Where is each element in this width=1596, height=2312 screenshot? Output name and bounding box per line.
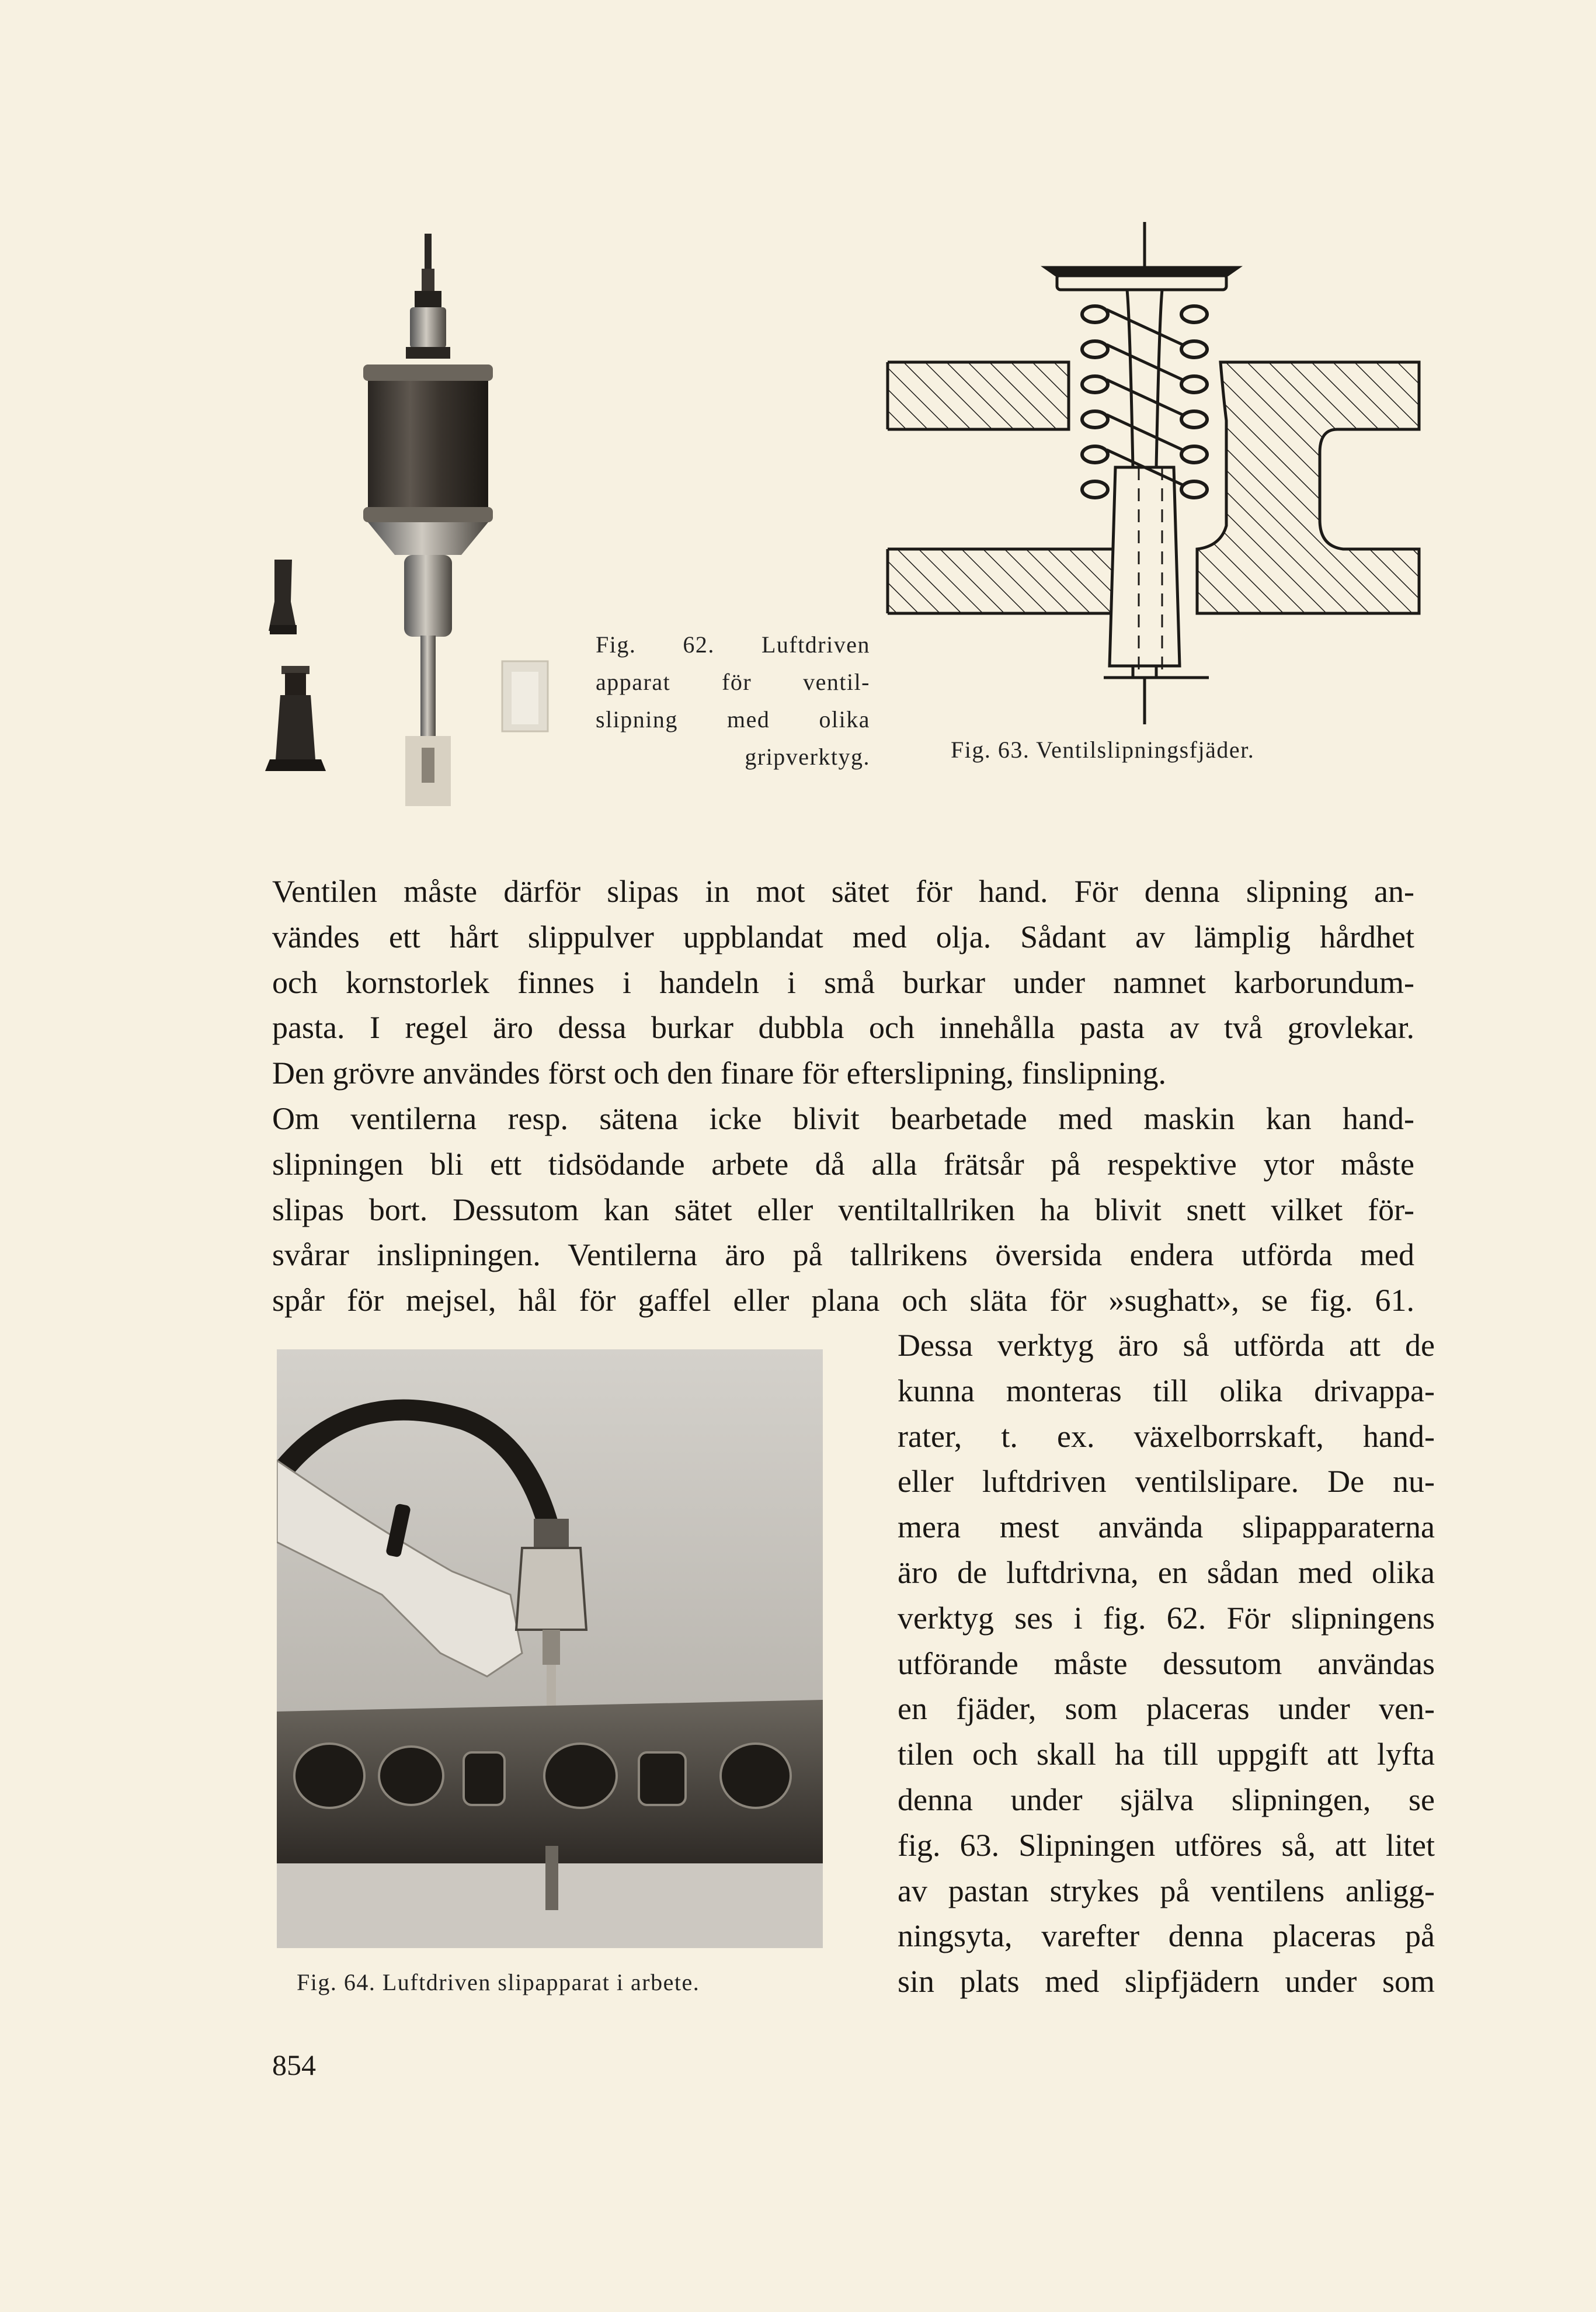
fig62-caption-line: apparat för ventil- <box>596 669 870 695</box>
grip-tool-lower <box>265 666 326 771</box>
text-line: Dessa verktyg äro så utförda att de <box>898 1328 1435 1363</box>
text-line: ningsyta, varefter denna placeras på <box>898 1918 1435 1954</box>
text-line: och kornstorlek finnes i handeln i små burkar under namnet karborundum- <box>272 964 1414 1000</box>
text-line: eller luftdriven ventilslipare. De nu- <box>898 1464 1435 1499</box>
text-line: Om ventilerna resp. sätena icke blivit bearbetade med maskin kan hand- <box>272 1101 1414 1136</box>
text-line: svårar inslipningen. Ventilerna äro på tallrikens översida endera utförda med <box>272 1237 1414 1273</box>
text-line: Ventilen måste därför slipas in mot sätet för hand. För denna slipning an- <box>272 874 1414 909</box>
grip-tool-light <box>502 661 548 731</box>
text-line: slipningen bli ett tidsödande arbete då alla frätsår på respektive ytor måste <box>272 1146 1414 1182</box>
page-number: 854 <box>272 2049 316 2081</box>
fig63-caption: Fig. 63. Ventilslipningsfjäder. <box>951 737 1255 763</box>
fig62-caption-line: slipning med olika <box>596 706 870 733</box>
text-line: äro de luftdrivna, en sådan med olika <box>898 1554 1435 1590</box>
fig62-grinder-photo <box>257 222 584 818</box>
fig64-caption: Fig. 64. Luftdriven slipapparat i arbete. <box>297 1969 700 1995</box>
text-line: mera mest använda slipapparaterna <box>898 1509 1435 1545</box>
text-line: kunna monteras till olika drivappa- <box>898 1373 1435 1408</box>
text-line: fig. 63. Slipningen utföres så, att litet <box>898 1827 1435 1863</box>
text-line: pasta. I regel äro dessa burkar dubbla och innehålla pasta av två grovlekar. <box>272 1010 1414 1046</box>
fig62-caption <box>596 626 870 776</box>
text-line: verktyg ses i fig. 62. För slipningens <box>898 1600 1435 1636</box>
text-line: utförande måste dessutom användas <box>898 1646 1435 1681</box>
fig62-caption-line: Fig. 62. Luftdriven <box>596 631 870 658</box>
grip-tool-upper <box>269 560 297 634</box>
text-line: slipas bort. Dessutom kan sätet eller ventiltallriken ha blivit snett vilket för- <box>272 1192 1414 1227</box>
main-paragraphs <box>272 869 1414 1324</box>
text-line: vändes ett hårt slippulver uppblandat med olja. Sådant av lämplig hårdhet <box>272 919 1414 954</box>
text-line: tilen och skall ha till uppgift att lyfta <box>898 1737 1435 1772</box>
text-line: spår för mejsel, hål för gaffel eller plana och släta för »sughatt», se fig. 61. <box>272 1283 1414 1318</box>
fig63-spring-diagram <box>870 222 1431 724</box>
text-line: denna under själva slipningen, se <box>898 1782 1435 1817</box>
fig62-caption-line: gripverktyg. <box>745 744 870 770</box>
text-line: av pastan strykes på ventilens anligg- <box>898 1873 1435 1908</box>
side-paragraph <box>898 1323 1435 2005</box>
text-line: en fjäder, som placeras under ven- <box>898 1691 1435 1727</box>
text-line: Den grövre användes först och den finare för efterslipning, finslipning. <box>272 1056 1167 1091</box>
text-line: sin plats med slipfjädern under som <box>898 1964 1435 1999</box>
text-line: rater, t. ex. växelborrskaft, hand- <box>898 1418 1435 1454</box>
fig64-photo <box>277 1349 823 1948</box>
air-grinder <box>363 234 493 806</box>
